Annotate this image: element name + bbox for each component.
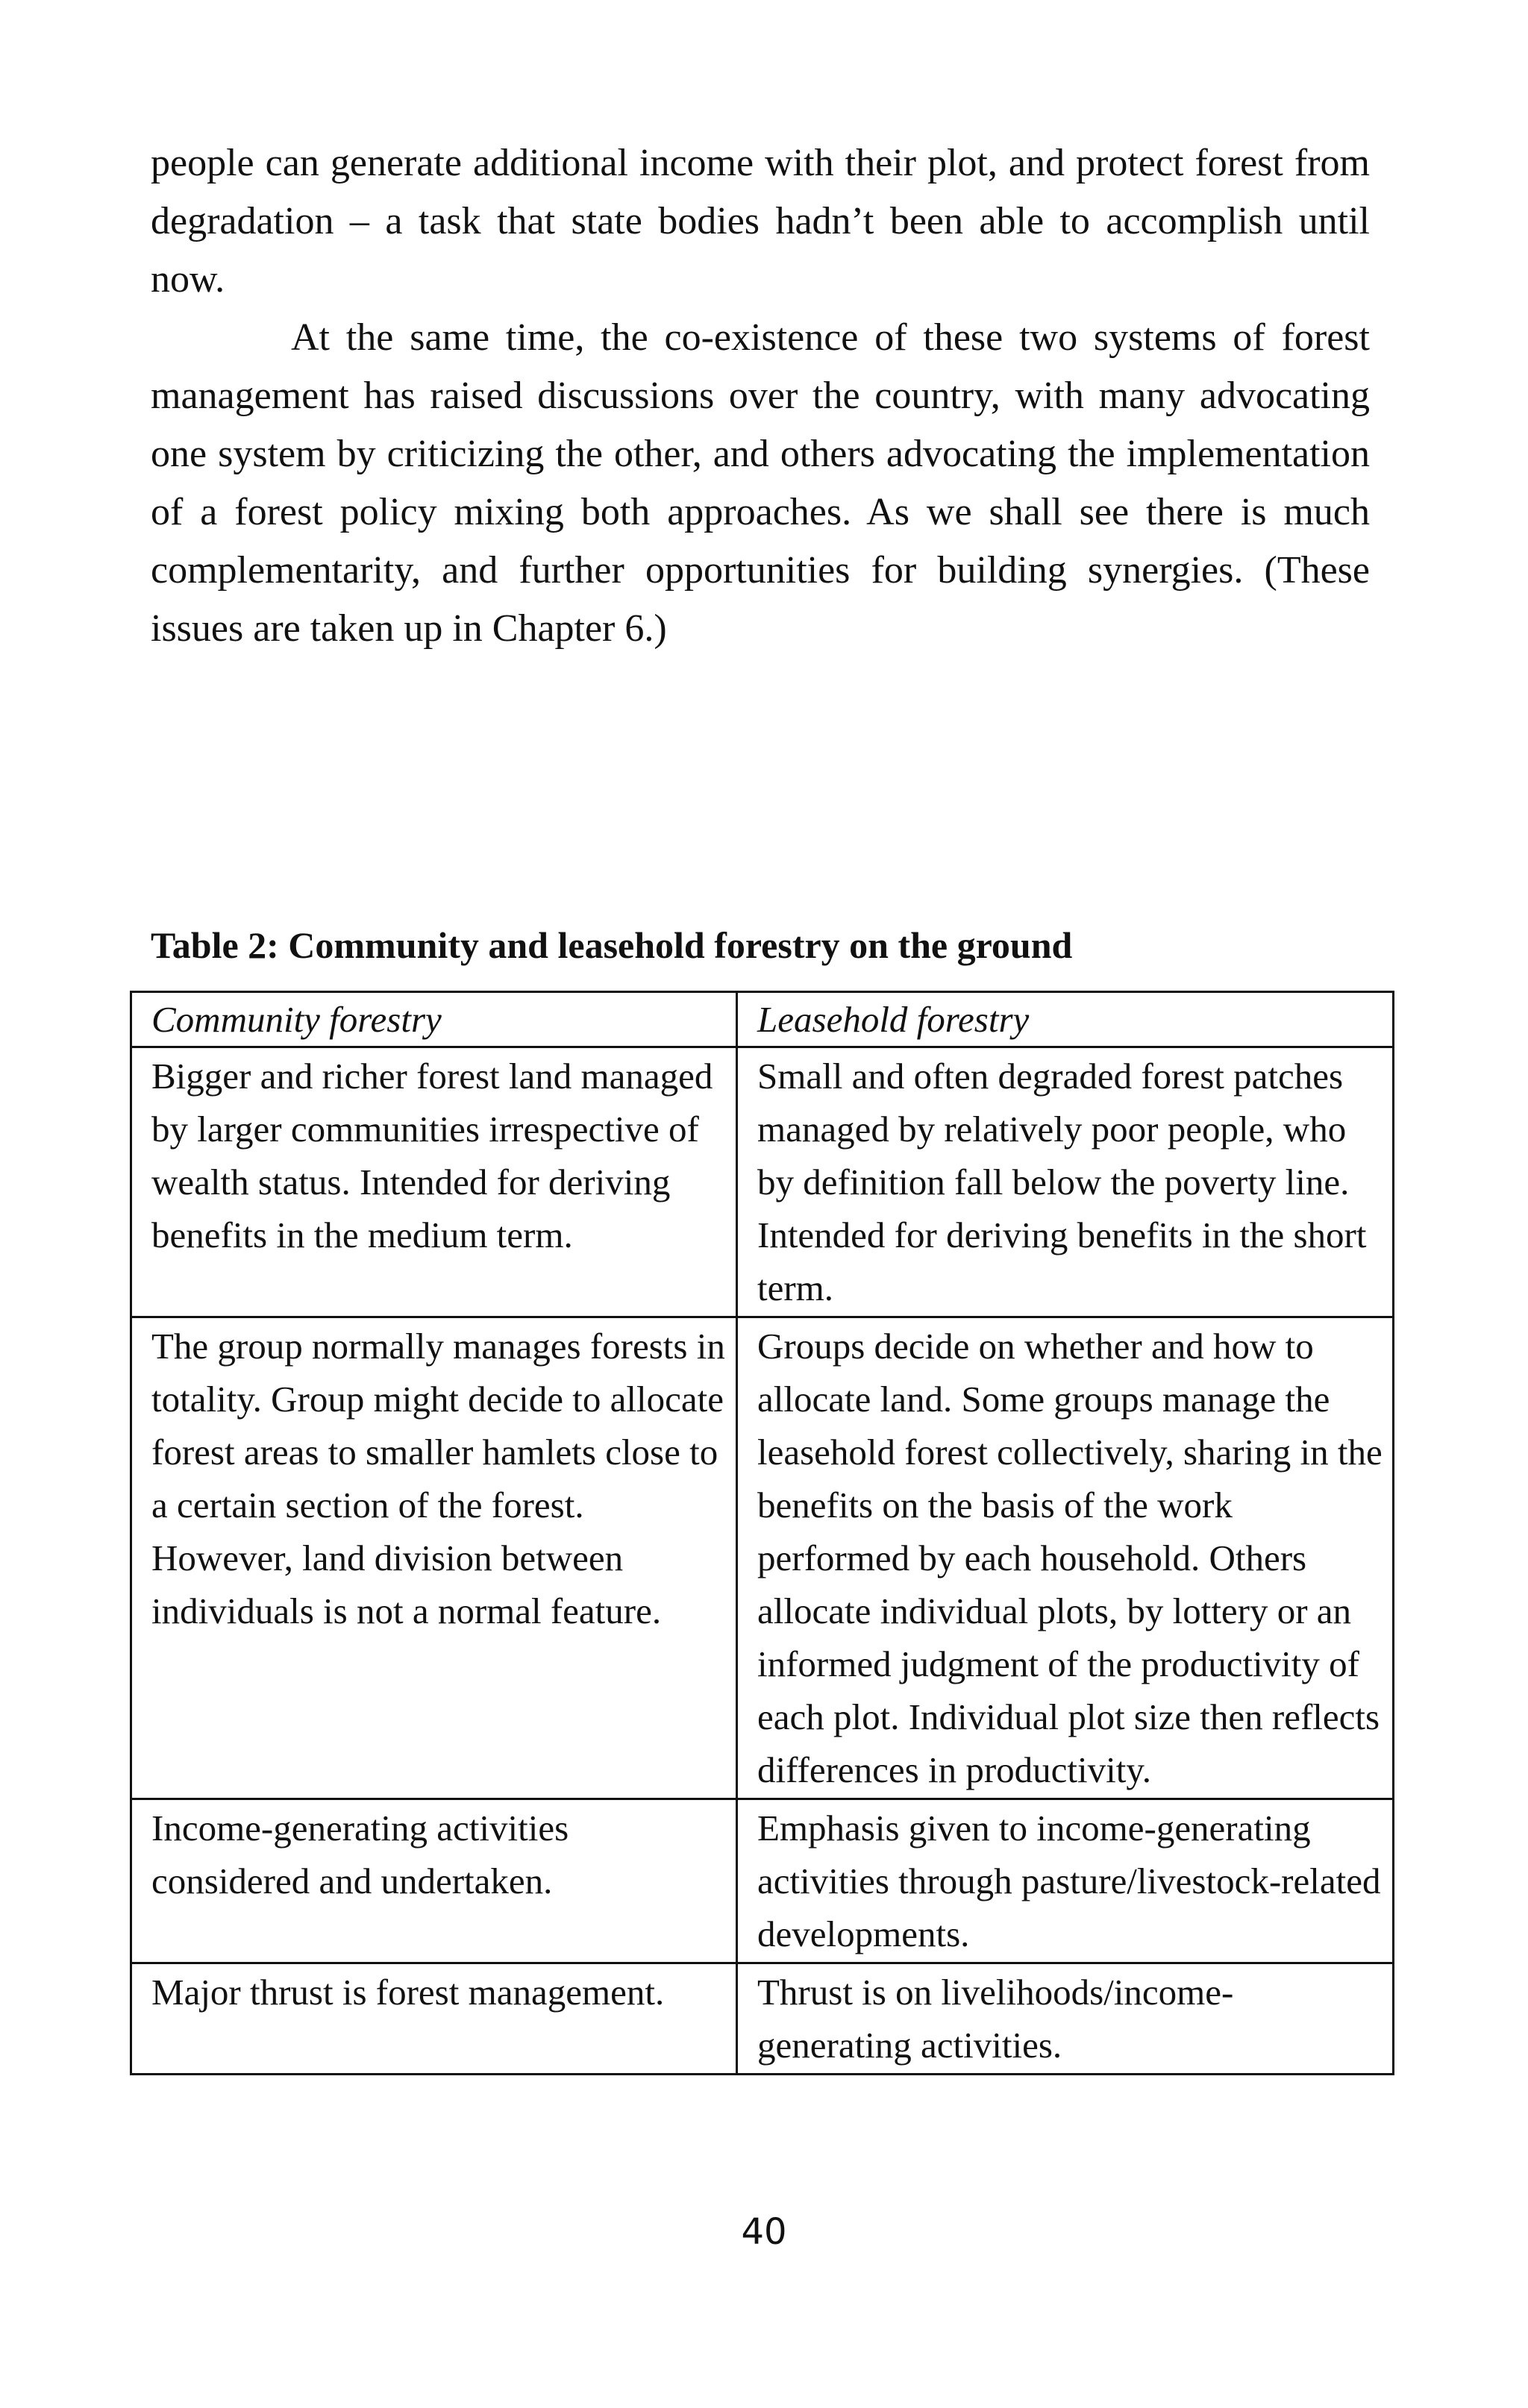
table-cell: Small and often degraded forest patches managed by relatively poor people, who by definition fall below the poverty line. Intended for deriving benefits in the short term. (737, 1047, 1394, 1317)
table-cell: Major thrust is forest management. (131, 1963, 737, 2075)
header-community-forestry: Community forestry (131, 992, 737, 1047)
table-row (131, 1047, 1394, 1317)
table-cell: Thrust is on livelihoods/income-generating activities. (737, 1963, 1394, 2075)
body-text (151, 134, 1370, 658)
table-row (131, 1963, 1394, 2075)
header-leasehold-forestry: Leasehold forestry (737, 992, 1394, 1047)
table-header-row (131, 992, 1394, 1047)
table-cell: Groups decide on whether and how to allocate land. Some groups manage the leasehold forest collectively, sharing in the benefits on the basis of the work performed by each household. Others allocate individual plots, by lottery or an informed judgment of the productivity of each plot. Individual plot size then reflects differences in productivity. (737, 1317, 1394, 1799)
comparison-table (130, 991, 1394, 2075)
page-number: 40 (741, 2211, 787, 2253)
table-cell: Emphasis given to income-generating activities through pasture/livestock-related developments. (737, 1799, 1394, 1963)
table-cell: Bigger and richer forest land managed by larger communities irrespective of wealth status. Intended for deriving benefits in the medium term. (131, 1047, 737, 1317)
table-cell: Income-generating activities considered and undertaken. (131, 1799, 737, 1963)
table-title: Table 2: Community and leasehold forestry on the ground (151, 924, 1073, 966)
paragraph-2: At the same time, the co-existence of these two systems of forest management has raised discussions over the country, with many advocating one system by criticizing the other, and others advocating the implementation of a forest policy mixing both approaches. As we shall see there is much complementarity, and further opportunities for building synergies. (These issues are taken up in Chapter 6.) (151, 316, 1370, 650)
paragraph-1: people can generate additional income with their plot, and protect forest from degradation – a task that state bodies hadn’t been able to accomplish until now. (151, 142, 1370, 301)
table-row (131, 1799, 1394, 1963)
table-cell: The group normally manages forests in totality. Group might decide to allocate forest areas to smaller hamlets close to a certain section of the forest. However, land division between individuals is not a normal feature. (131, 1317, 737, 1799)
table-row (131, 1317, 1394, 1799)
